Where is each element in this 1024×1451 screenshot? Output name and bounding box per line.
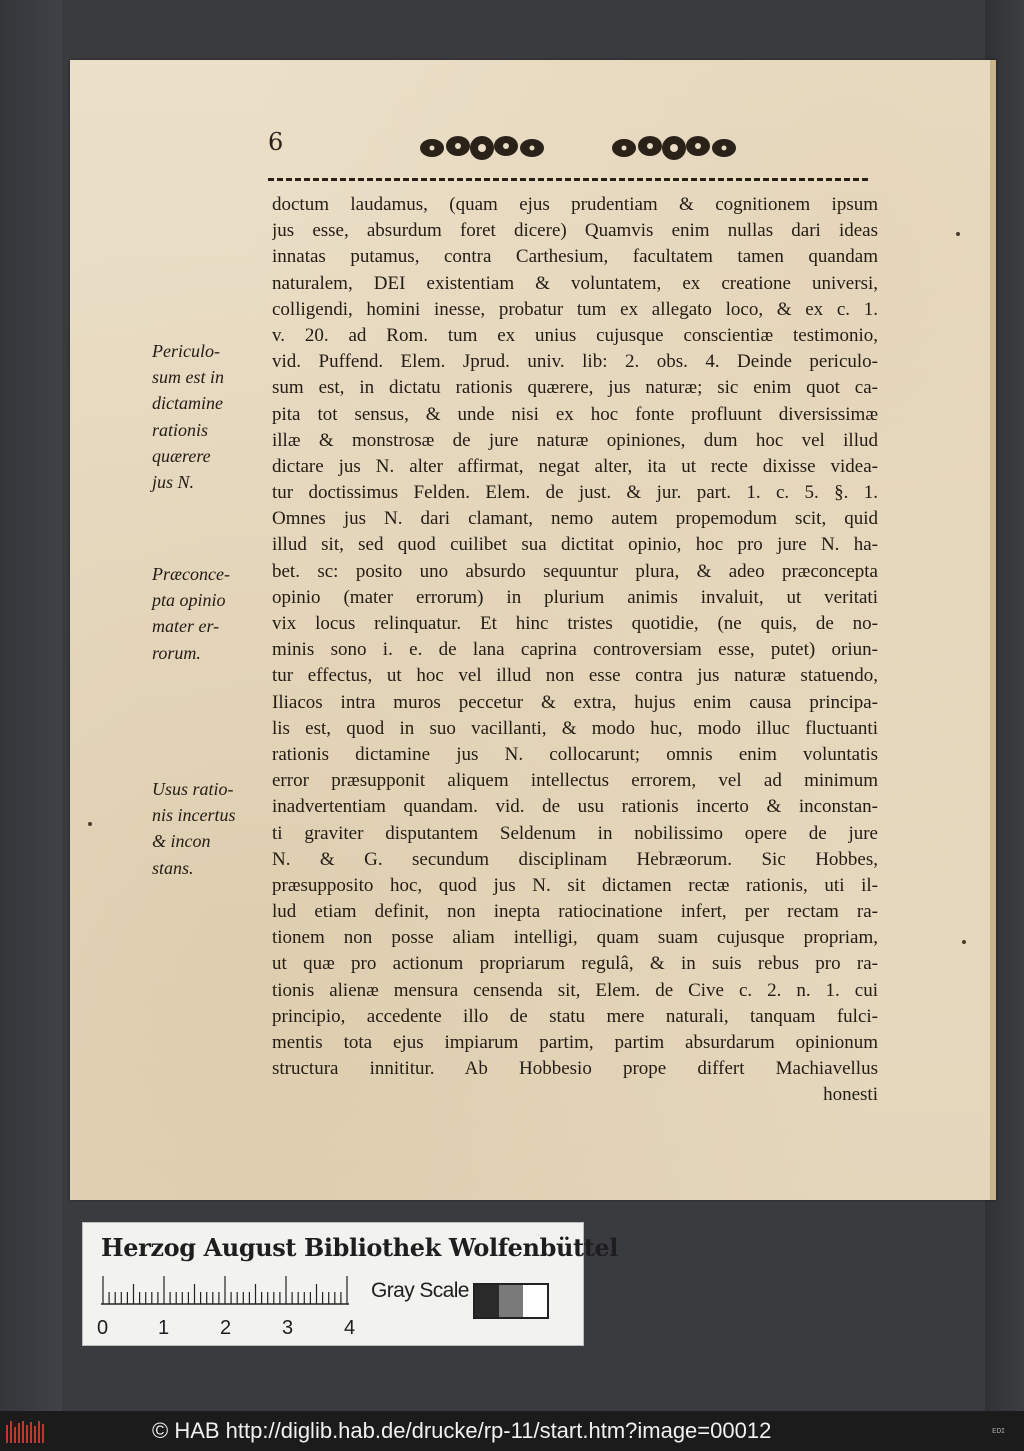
text-line: sum est, in dictatu rationis quærere, jus naturæ; sic enim quot ca- (272, 377, 878, 399)
background-board-left (0, 0, 62, 1411)
ruler-digit: 2 (220, 1317, 232, 1339)
note-line: Periculo- (152, 341, 220, 361)
text-line: dictare jus N. alter affirmat, negat alter, ita ut recte dixisse videa- (272, 455, 878, 477)
swatch-gray (499, 1285, 523, 1317)
text-line: tionis alienæ mensura censenda sit, Elem. de Cive c. 2. n. 1. cui (272, 979, 878, 1001)
text-line: principio, accedente illo de statu mere naturali, tanquam fulci- (272, 1005, 878, 1027)
footer-bar (0, 1411, 1024, 1451)
note-line: rationis (152, 419, 209, 440)
copyright-link[interactable]: © HAB http://diglib.hab.de/drucke/rp-11/start.htm?image=00012 (152, 1418, 772, 1443)
note-line: quærere (152, 445, 211, 466)
scale-ruler (101, 1275, 349, 1305)
note-line: jus N. (152, 471, 195, 492)
marginal-note (152, 561, 230, 666)
text-line: mentis tota ejus impiarum partim, partim absurdarum opinionum (272, 1032, 878, 1053)
text-line: colligendi, homini inesse, probatur tum ex allegato loco, & ex c. 1. (272, 298, 878, 320)
library-name: Herzog August Bibliothek Wolfenbüttel (101, 1233, 618, 1262)
text-line: Iliacos intra muros peccetur & extra, hujus enim causa principa- (272, 691, 878, 713)
body-text (272, 192, 878, 1109)
text-line: lis est, quod in suo vacillanti, & modo huc, modo illuc fluctuanti (272, 717, 878, 739)
ruler-digits (97, 1317, 377, 1341)
text-line: opinio (mater errorum) in plurium animis invaluit, ut veritati (272, 586, 878, 608)
text-line: tur doctissimus Felden. Elem. de just. & jur. part. 1. c. 5. §. 1. (272, 482, 878, 504)
text-line: bet. sc: posito uno absurdo sequuntur plura, & adeo præconcepta (272, 560, 878, 582)
note-line: Præconce- (152, 564, 230, 584)
text-line: ut quæ pro actionum propriarum regulâ, & in suis rebus pro ra- (272, 953, 878, 975)
marginal-note (152, 338, 224, 495)
headpiece-ornament-right (610, 128, 738, 168)
text-line: illæ & monstrosæ de jure naturæ opiniones, dum hoc vel illud (272, 429, 878, 451)
ruler-digit: 3 (282, 1317, 294, 1339)
note-line: Usus ratio- (152, 779, 234, 799)
text-line: doctum laudamus, (quam ejus prudentiam & cognitionem ipsum (272, 194, 878, 215)
hab-logo-icon (6, 1421, 46, 1443)
text-line: ti graviter disputantem Seldenum in nobilissimo opere de jure (272, 822, 878, 844)
text-line: lud etiam definit, non inepta ratiocinatione infert, per rectam ra- (272, 901, 878, 923)
note-line: pta opinio (152, 590, 226, 611)
grayscale-label: Gray Scale (371, 1279, 469, 1302)
ruler-digit: 1 (158, 1317, 170, 1339)
text-line: rationis dictamine jus N. collocarunt; omnis enim voluntatis (272, 743, 878, 765)
color-target-card (82, 1222, 618, 1346)
text-line: structura innititur. Ab Hobbesio prope differt Machiavellus (272, 1058, 878, 1080)
page-number: 6 (268, 128, 284, 156)
note-line: mater er- (152, 616, 220, 637)
note-line: dictamine (152, 393, 223, 414)
note-line: nis incertus (152, 805, 236, 826)
text-line: error præsupponit aliquem intellectus errorem, vel ad minimum (272, 770, 878, 792)
note-line: & incon (152, 831, 211, 852)
swatch-white (523, 1285, 547, 1317)
ruler-digit: 4 (344, 1317, 356, 1339)
ink-speck (956, 232, 960, 236)
text-line: præsupposito hoc, quod jus N. sit dictamen rectæ rationis, uti il- (272, 874, 878, 896)
ink-speck (88, 822, 92, 826)
marginal-note (152, 776, 236, 881)
grayscale-swatch (473, 1283, 549, 1319)
text-line: tur effectus, ut hoc vel illud non esse contra jus naturæ statuendo, (272, 665, 878, 687)
text-line: innatas putamus, contra Carthesium, facultatem tamen quandam (272, 246, 878, 268)
text-line: illud sit, sed quod cuilibet sua dictitat opinio, hoc pro jure N. ha- (272, 534, 878, 556)
swatch-black (475, 1285, 499, 1317)
text-line: tionem non posse aliam intelligi, quam suam cujusque propriam, (272, 927, 878, 949)
text-line: vix locus relinquatur. Et hinc tristes quotidie, (ne quis, de no- (272, 613, 878, 634)
note-line: stans. (152, 857, 194, 878)
text-line: naturalem, DEI existentiam & voluntatem, ex creatione universi, (272, 272, 878, 294)
catchword: honesti (823, 1084, 878, 1106)
ruler-digit: 0 (97, 1317, 109, 1339)
corner-id: ᴇᴅɪ (992, 1425, 1005, 1435)
text-line: minis sono i. e. de lana caprina controversiam esse, putet) oriun- (272, 639, 878, 661)
ink-speck (962, 940, 966, 944)
text-line: pita tot sensus, & unde nisi ex hoc fonte profluunt diversissimæ (272, 403, 878, 425)
text-line: v. 20. ad Rom. tum ex unius cujusque conscientiæ testimonio, (272, 324, 878, 346)
text-line: jus esse, absurdum foret dicere) Quamvis enim nullas dari ideas (272, 220, 878, 242)
header-rule (268, 178, 868, 181)
headpiece-ornament-left (418, 128, 546, 168)
text-line: vid. Puffend. Elem. Jprud. univ. lib: 2. obs. 4. Deinde periculo- (272, 351, 878, 373)
text-line: Omnes jus N. dari clamant, nemo autem propemodum scit, quid (272, 508, 878, 530)
text-line: N. & G. secundum disciplinam Hebræorum. Sic Hobbes, (272, 848, 878, 870)
text-line: inadvertentiam quandam. vid. de usu rationis incerto & inconstan- (272, 796, 878, 818)
note-line: rorum. (152, 642, 201, 663)
note-line: sum est in (152, 367, 224, 388)
